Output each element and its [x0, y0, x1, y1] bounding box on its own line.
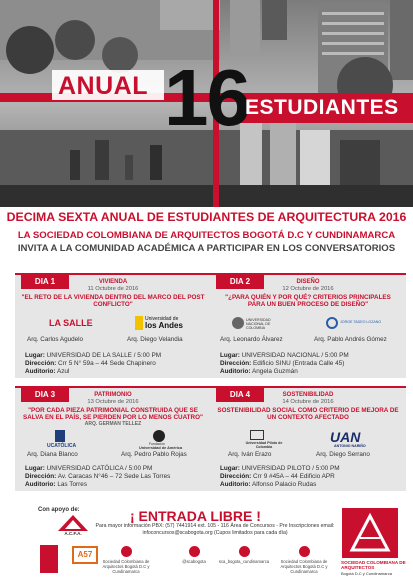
- piloto-mark-icon: [250, 430, 264, 440]
- venue-value: UNIVERSIDAD CATÓLICA / 5:00 PM: [46, 465, 153, 472]
- unal-name: UNIVERSIDAD NACIONAL DE COLOMBIA: [246, 318, 271, 330]
- day-badge: DIA 1: [21, 275, 69, 289]
- address-label: Dirección:: [25, 360, 57, 367]
- hero-number: 16: [164, 53, 249, 142]
- day-card-1: [15, 273, 211, 378]
- venue-label: Lugar:: [220, 352, 240, 359]
- day-date: 14 Octubre de 2016: [282, 399, 334, 405]
- auditorium-value: Las Torres: [57, 481, 88, 488]
- social-text: sca_bogota_cundinamarca: [218, 559, 270, 564]
- linkedin-icon: [299, 546, 310, 557]
- day-title: SOSTENIBILIDAD SOCIAL COMO CRITERIO DE MEJORA DE UN CONTEXTO AFECTADO: [217, 407, 399, 421]
- venue-value: UNIVERSIDAD NACIONAL / 5:00 PM: [241, 352, 349, 359]
- society-subtitle: LA SOCIEDAD COLOMBIANA DE ARQUITECTOS BOGOTÁ D.C Y CUNDINAMARCA: [17, 230, 396, 241]
- america-seal-icon: [153, 430, 165, 442]
- acfa-name: A.C.F.A.: [64, 531, 82, 536]
- venue-label: Lugar:: [220, 465, 240, 472]
- day-date: 12 Octubre de 2016: [282, 286, 334, 292]
- address-value: Av. Caracas N°46 – 72 Sede Las Torres: [57, 473, 171, 480]
- auditorium-label: Auditorio:: [25, 368, 56, 375]
- speaker-right: Arq. Pablo Andrés Gómez: [314, 336, 387, 343]
- tadeo-name: JORGE TADEO LOZANO: [340, 320, 382, 324]
- auditorium-value: Angela Guzmán: [251, 368, 298, 375]
- day-moderator: ARQ. GERMAN TELLEZ: [84, 421, 142, 427]
- auditorium-label: Auditorio:: [220, 481, 251, 488]
- day-badge: DIA 2: [216, 275, 264, 289]
- acfa-logo: [58, 515, 88, 539]
- day-category: SOSTENIBILIDAD: [282, 392, 334, 398]
- venue-label: Lugar:: [25, 465, 45, 472]
- address-line: [220, 360, 344, 368]
- auditorium-line: [25, 368, 69, 376]
- uan-name: UAN: [330, 429, 361, 445]
- address-label: Dirección:: [25, 473, 57, 480]
- support-label: Con apoyo de:: [38, 507, 80, 513]
- venue-value: UNIVERSIDAD DE LA SALLE / 5:00 PM: [46, 352, 162, 359]
- invite-subtitle: INVITA A LA COMUNIDAD ACADÉMICA A PARTICIPAR EN LOS CONVERSATORIOS: [17, 243, 396, 254]
- day-date: 13 Octubre de 2016: [87, 399, 139, 405]
- venue-value: UNIVERSIDAD PILOTO / 5:00 PM: [241, 465, 340, 472]
- america-name: Universidad de América: [139, 446, 183, 450]
- sca-mark-icon: [342, 508, 398, 558]
- address-line: [220, 473, 335, 481]
- uan-sub: ANTONIO NARIÑO: [334, 444, 366, 448]
- speaker-left: Arq. Carlos Agudelo: [27, 336, 84, 343]
- venue-line: [25, 465, 152, 473]
- venue-line: [220, 465, 340, 473]
- instagram-icon: [239, 546, 250, 557]
- auditorium-line: [220, 481, 316, 489]
- social-twitter[interactable]: [168, 546, 220, 564]
- auditorium-label: Auditorio:: [25, 481, 56, 488]
- address-line: [25, 360, 156, 368]
- sca-logo: [342, 508, 398, 563]
- hero-banner: [0, 0, 413, 207]
- venue-line: [220, 352, 349, 360]
- los-andes-pre: Universidad de: [145, 316, 179, 322]
- auditorium-value: Alfonso Palacio Rudas: [251, 481, 317, 488]
- social-instagram[interactable]: [218, 546, 270, 564]
- america-pre: Fundación: [149, 442, 165, 446]
- address-value: Edificio SINU (Entrada Calle 45): [253, 360, 345, 367]
- ucatolica-shield-icon: [55, 430, 65, 442]
- day-category: VIVIENDA: [98, 279, 128, 285]
- auditorium-value: Azul: [56, 368, 70, 375]
- sca-subname: Bogotá D.C y Cundinamarca: [341, 571, 392, 576]
- facebook-icon: [121, 546, 132, 557]
- venue-label: Lugar:: [25, 352, 45, 359]
- social-text: Sociedad Colombiana de Arquitectos Bogotá D.C y Cundinamarca: [280, 559, 328, 574]
- social-linkedin[interactable]: [278, 546, 330, 574]
- twitter-icon: [189, 546, 200, 557]
- auditorium-label: Auditorio:: [220, 368, 251, 375]
- auditorium-line: [25, 481, 87, 489]
- address-label: Dirección:: [220, 360, 252, 367]
- day-badge: DIA 3: [21, 388, 69, 402]
- sca-name: SOCIEDAD COLOMBIANA DE ARQUITECTOS: [341, 560, 406, 571]
- rojo-logo: [40, 545, 58, 573]
- los-andes-name: los Andes: [145, 321, 183, 330]
- day-title: "EL RETO DE LA VIVIENDA DENTRO DEL MARCO DEL POST CONFLICTO": [21, 294, 205, 308]
- free-entry-banner: ¡ ENTRADA LIBRE !: [130, 508, 261, 524]
- address-value: Crr 9 #45A – 44 Edificio APR: [253, 473, 335, 480]
- speaker-left: Arq. Iván Erazo: [228, 451, 272, 458]
- speaker-right: Arq. Diego Serrano: [316, 451, 370, 458]
- auditorium-line: [220, 368, 298, 376]
- a57-logo: A57: [72, 546, 98, 564]
- day-category: PATRIMONIO: [94, 392, 132, 398]
- main-title: DECIMA SEXTA ANUAL DE ESTUDIANTES DE ARQUITECTURA 2016: [6, 210, 407, 224]
- unal-seal-icon: [232, 317, 244, 329]
- day-badge: DIA 4: [216, 388, 264, 402]
- social-text: Sociedad Colombiana de Arquitectos Bogotá D.C y Cundinamarca: [102, 559, 150, 574]
- address-value: Crr 5 N° 59a – 44 Sede Chapinero: [58, 360, 156, 367]
- acfa-mark-icon: [58, 515, 88, 531]
- speaker-left: Arq. Leonardo Álvarez: [220, 336, 283, 343]
- tadeo-seal-icon: [326, 317, 338, 329]
- day-category: DISEÑO: [296, 279, 320, 285]
- venue-line: [25, 352, 161, 360]
- speaker-left: Arq. Diana Blanco: [27, 451, 78, 458]
- address-line: [25, 473, 170, 481]
- contact-info: Para mayor información PBX: (57) 7441914 ext. 105 - 116 Área de Concursos - Pre Inscripciones email: infoconcursos@scabogota.org (Cupos limitados para cada día): [95, 523, 335, 536]
- hero-estudiantes: ESTUDIANTES: [245, 96, 399, 119]
- piloto-name: Universidad Piloto de Colombia: [245, 441, 283, 449]
- day-card-4: [210, 386, 406, 491]
- day-card-2: [210, 273, 406, 378]
- los-andes-mark: [135, 316, 143, 330]
- social-facebook[interactable]: [100, 546, 152, 574]
- day-title: "POR CADA PIEZA PATRIMONIAL CONSTRUIDA QUE SE SALVA EN EL PAÍS, SE PIERDEN POR LO MENOS CUATRO": [23, 407, 203, 421]
- speaker-right: Arq. Pedro Pablo Rojas: [121, 451, 187, 458]
- speaker-right: Arq. Diego Velandia: [127, 336, 183, 343]
- day-title: "¿PARA QUIÉN Y POR QUÉ? CRITERIOS PRINCIPALES PARA UN BUEN PROCESO DE DISEÑO": [225, 294, 391, 308]
- address-label: Dirección:: [220, 473, 252, 480]
- hero-anual: ANUAL: [58, 72, 148, 100]
- la-salle-logo: LA SALLE: [49, 318, 93, 328]
- day-date: 11 Octubre de 2016: [87, 286, 139, 292]
- ucatolica-name: UCATÓLICA: [47, 443, 77, 449]
- day-card-3: [15, 386, 211, 491]
- social-text: @scabogota: [182, 559, 206, 564]
